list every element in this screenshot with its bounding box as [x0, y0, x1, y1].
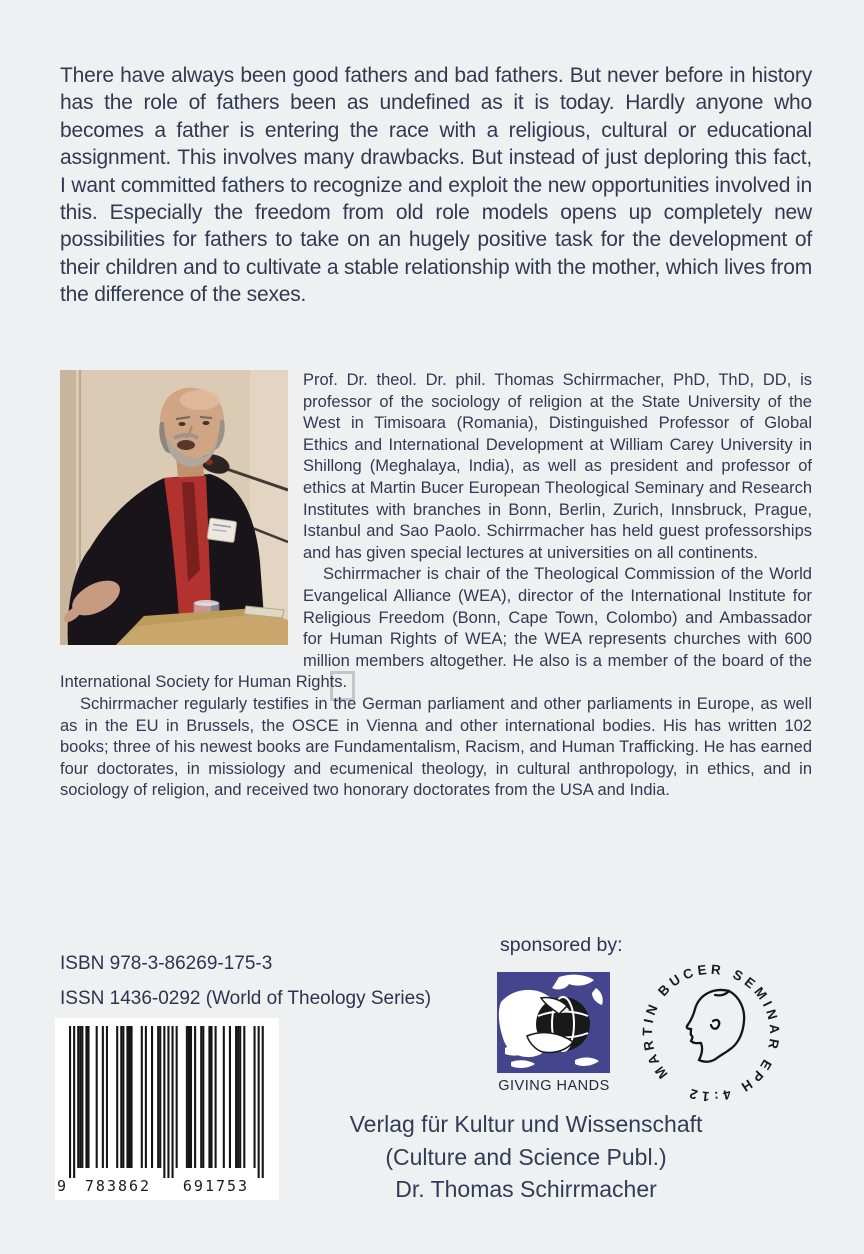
- publisher-block: [300, 1108, 752, 1206]
- biography-section: [60, 370, 812, 802]
- speaker-photo: [60, 370, 288, 645]
- giving-hands-logo: [497, 972, 610, 1073]
- issn-line: ISSN 1436-0292 (World of Theology Series): [60, 988, 432, 1009]
- publisher-line: Dr. Thomas Schirrmacher: [395, 1176, 657, 1202]
- svg-text:9: 9: [57, 1177, 67, 1195]
- bucer-profile-face-icon: [687, 990, 744, 1062]
- sponsored-by-label: sponsored by:: [500, 934, 623, 956]
- svg-text:691753: 691753: [182, 1177, 250, 1195]
- intro-paragraph: There have always been good fathers and bad fathers. But never before in history has the role of fathers been as undefined as it is today. Hardly anyone who becomes a father is entering the race with a religious, cultural or educational assignment. This involves many drawbacks. But instead of just deploring this fact, I want committed fathers to recognize and exploit the new opportunities involved in this. Especially the freedom from old role models opens up completely new possibilities for fathers to take on an hugely positive task for the development of their children and to cultivate a stable relationship with the mother, which lives from the difference of the sexes.: [60, 64, 812, 307]
- publisher-line: Verlag für Kultur und Wissenschaft: [349, 1111, 703, 1137]
- isbn-block: [60, 946, 431, 1016]
- bio-paragraph: Schirrmacher regularly testifies in the German parliament and other parliaments in Europe, as well as in the EU in Brussels, the OSCE in Vienna and other international bodies. His has written 102 books; three of his newest books are Fundamentalism, Racism, and Human Trafficking. He has earned four doctorates, in missiology and ecumenical theology, in cultural anthropology, in ethics, and in sociology of religion, and received two honorary doctorates from the USA and India.: [60, 694, 812, 800]
- martin-bucer-seminar-logo-icon: [638, 960, 784, 1106]
- giving-hands-caption: GIVING HANDS: [498, 1078, 610, 1094]
- giving-hands-logo-icon: [497, 972, 610, 1073]
- martin-bucer-ring-text: MARTIN BUCER SEMINAR EPH 4:12: [639, 961, 783, 1105]
- speaker-photo-illustration: [60, 370, 288, 645]
- bio-paragraph: Prof. Dr. theol. Dr. phil. Thomas Schirrmacher, PhD, ThD, DD, is professor of the sociology of religion at the State University of the West in Timisoara (Romania), Distinguished Professor of Global Ethics and International Development at William Carey University in Shillong (Meghalaya, India), as well as president and professor of ethics at Martin Bucer European Theological Seminary and Research Institutes with branches in Bonn, Berlin, Zurich, Innsbruck, Prague, Istanbul and Sao Paolo. Schirrmacher has held guest professorships and has given special lectures at universities on all continents.: [303, 371, 812, 562]
- ean13-barcode: [55, 1018, 279, 1200]
- bio-paragraph: Schirrmacher is chair of the Theological Commission of the World Evangelical Alliance (WEA), director of the International Institute for Religious Freedom (Bonn, Cape Town, Colombo) and Ambassador for Human Rights of WEA; the WEA represents churches with 600 million members altogether. He also is a member of the board of the International Society for Human Rights.: [60, 565, 812, 692]
- svg-text:783862: 783862: [84, 1177, 152, 1195]
- martin-bucer-seminar-logo: [638, 960, 784, 1106]
- svg-text:MARTIN BUCER SEMINAR EPH 4:12: [640, 962, 782, 1104]
- isbn-line: ISBN 978-3-86269-175-3: [60, 953, 273, 974]
- publisher-line: (Culture and Science Publ.): [385, 1143, 667, 1170]
